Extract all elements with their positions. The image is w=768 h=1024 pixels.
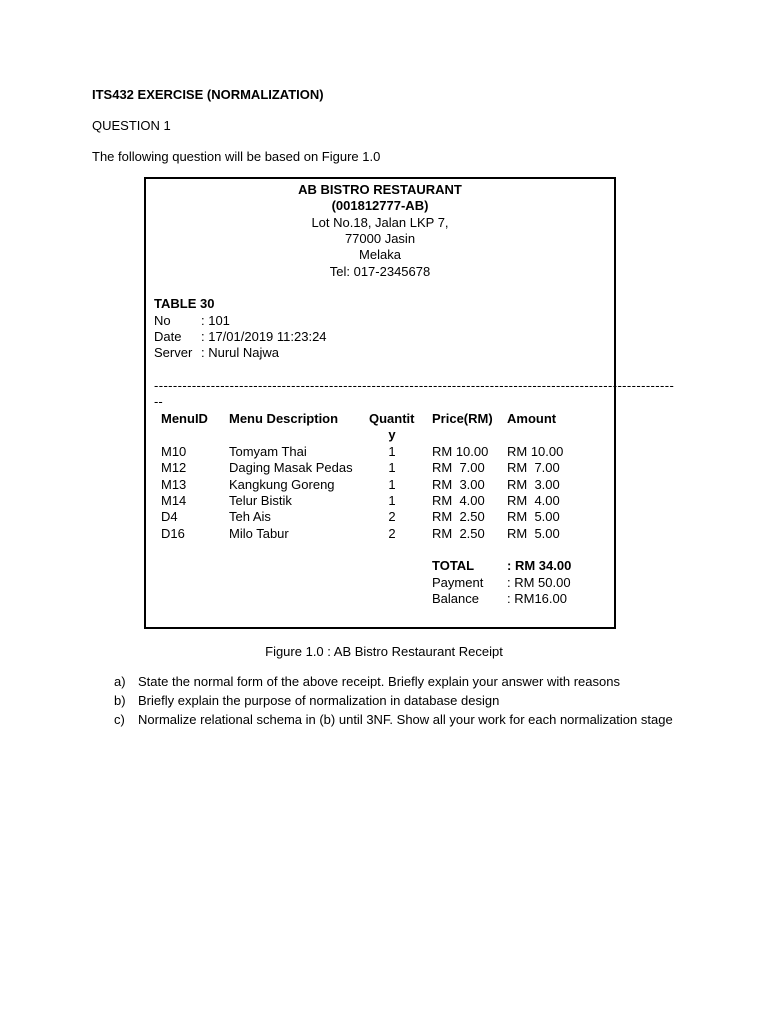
header-amount: Amount <box>507 411 557 426</box>
figure-caption: Figure 1.0 : AB Bistro Restaurant Receipt <box>265 644 503 659</box>
server-value: : Nurul Najwa <box>201 345 280 360</box>
cell-price: RM 10.00 <box>432 444 489 459</box>
cell-quantity: 2 <box>388 525 396 541</box>
cell-price: RM 2.50 <box>432 525 485 541</box>
address-line-2: 77000 Jasin <box>344 231 416 246</box>
question-letter: c) <box>114 712 125 727</box>
cell-menu-id: M12 <box>161 460 187 476</box>
separator-line: -------------------------------------------------------------------------------------------------------------- <box>154 378 675 393</box>
cell-amount: RM 5.00 <box>507 509 560 525</box>
cell-menu-id: D4 <box>161 509 178 525</box>
question-letter: a) <box>114 674 126 689</box>
telephone: Tel: 017-2345678 <box>329 264 431 279</box>
cell-amount: RM 4.00 <box>507 492 560 508</box>
question-text: State the normal form of the above receipt. Briefly explain your answer with reasons <box>138 674 620 689</box>
cell-quantity: 1 <box>388 444 396 459</box>
question-letter: b) <box>114 693 126 708</box>
header-description: Menu Description <box>229 411 339 426</box>
balance-value: : RM16.00 <box>507 591 567 606</box>
receipt-figure <box>144 177 675 629</box>
question-label: QUESTION 1 <box>92 118 171 133</box>
address-line-1: Lot No.18, Jalan LKP 7, <box>311 215 449 230</box>
cell-amount: RM 5.00 <box>507 525 560 541</box>
registration-number: (001812777-AB) <box>331 198 429 213</box>
cell-description: Telur Bistik <box>229 492 292 508</box>
date-label: Date <box>154 329 182 344</box>
header-quantity-wrap: y <box>388 427 396 442</box>
separator-tail: -- <box>154 394 163 409</box>
no-value: : 101 <box>201 313 230 328</box>
cell-menu-id: M10 <box>161 444 187 459</box>
no-label: No <box>154 313 171 328</box>
balance-label: Balance <box>432 591 479 606</box>
cell-description: Teh Ais <box>229 509 271 525</box>
cell-description: Tomyam Thai <box>229 444 307 459</box>
header-menu-id: MenuID <box>161 411 208 426</box>
cell-menu-id: M13 <box>161 476 187 492</box>
cell-amount: RM 7.00 <box>507 460 560 476</box>
total-value: : RM 34.00 <box>507 558 572 573</box>
server-label: Server <box>154 345 193 360</box>
cell-description: Milo Tabur <box>229 525 289 541</box>
cell-price: RM 2.50 <box>432 509 485 525</box>
restaurant-name: AB BISTRO RESTAURANT <box>298 182 462 197</box>
payment-label: Payment <box>432 575 484 590</box>
cell-menu-id: D16 <box>161 525 185 541</box>
document-title: ITS432 EXERCISE (NORMALIZATION) <box>92 87 324 102</box>
cell-quantity: 1 <box>388 492 396 508</box>
cell-price: RM 4.00 <box>432 492 485 508</box>
cell-price: RM 7.00 <box>432 460 485 476</box>
date-value: : 17/01/2019 11:23:24 <box>201 329 327 344</box>
cell-quantity: 1 <box>388 460 396 476</box>
cell-amount: RM 10.00 <box>507 444 564 459</box>
question-text: Normalize relational schema in (b) until 3NF. Show all your work for each normalization stage <box>138 712 673 727</box>
total-label: TOTAL <box>432 558 475 573</box>
cell-quantity: 1 <box>388 476 396 492</box>
cell-description: Daging Masak Pedas <box>229 460 353 476</box>
cell-price: RM 3.00 <box>432 476 485 492</box>
payment-value: : RM 50.00 <box>507 575 571 590</box>
cell-menu-id: M14 <box>161 492 187 508</box>
cell-amount: RM 3.00 <box>507 476 560 492</box>
header-price: Price(RM) <box>432 411 493 426</box>
cell-quantity: 2 <box>388 509 396 525</box>
question-text: Briefly explain the purpose of normalization in database design <box>138 693 500 708</box>
intro-text: The following question will be based on Figure 1.0 <box>92 149 381 164</box>
header-quantity: Quantit <box>369 411 415 426</box>
address-line-3: Melaka <box>359 247 401 262</box>
table-number: TABLE 30 <box>154 296 215 311</box>
cell-description: Kangkung Goreng <box>229 476 335 492</box>
